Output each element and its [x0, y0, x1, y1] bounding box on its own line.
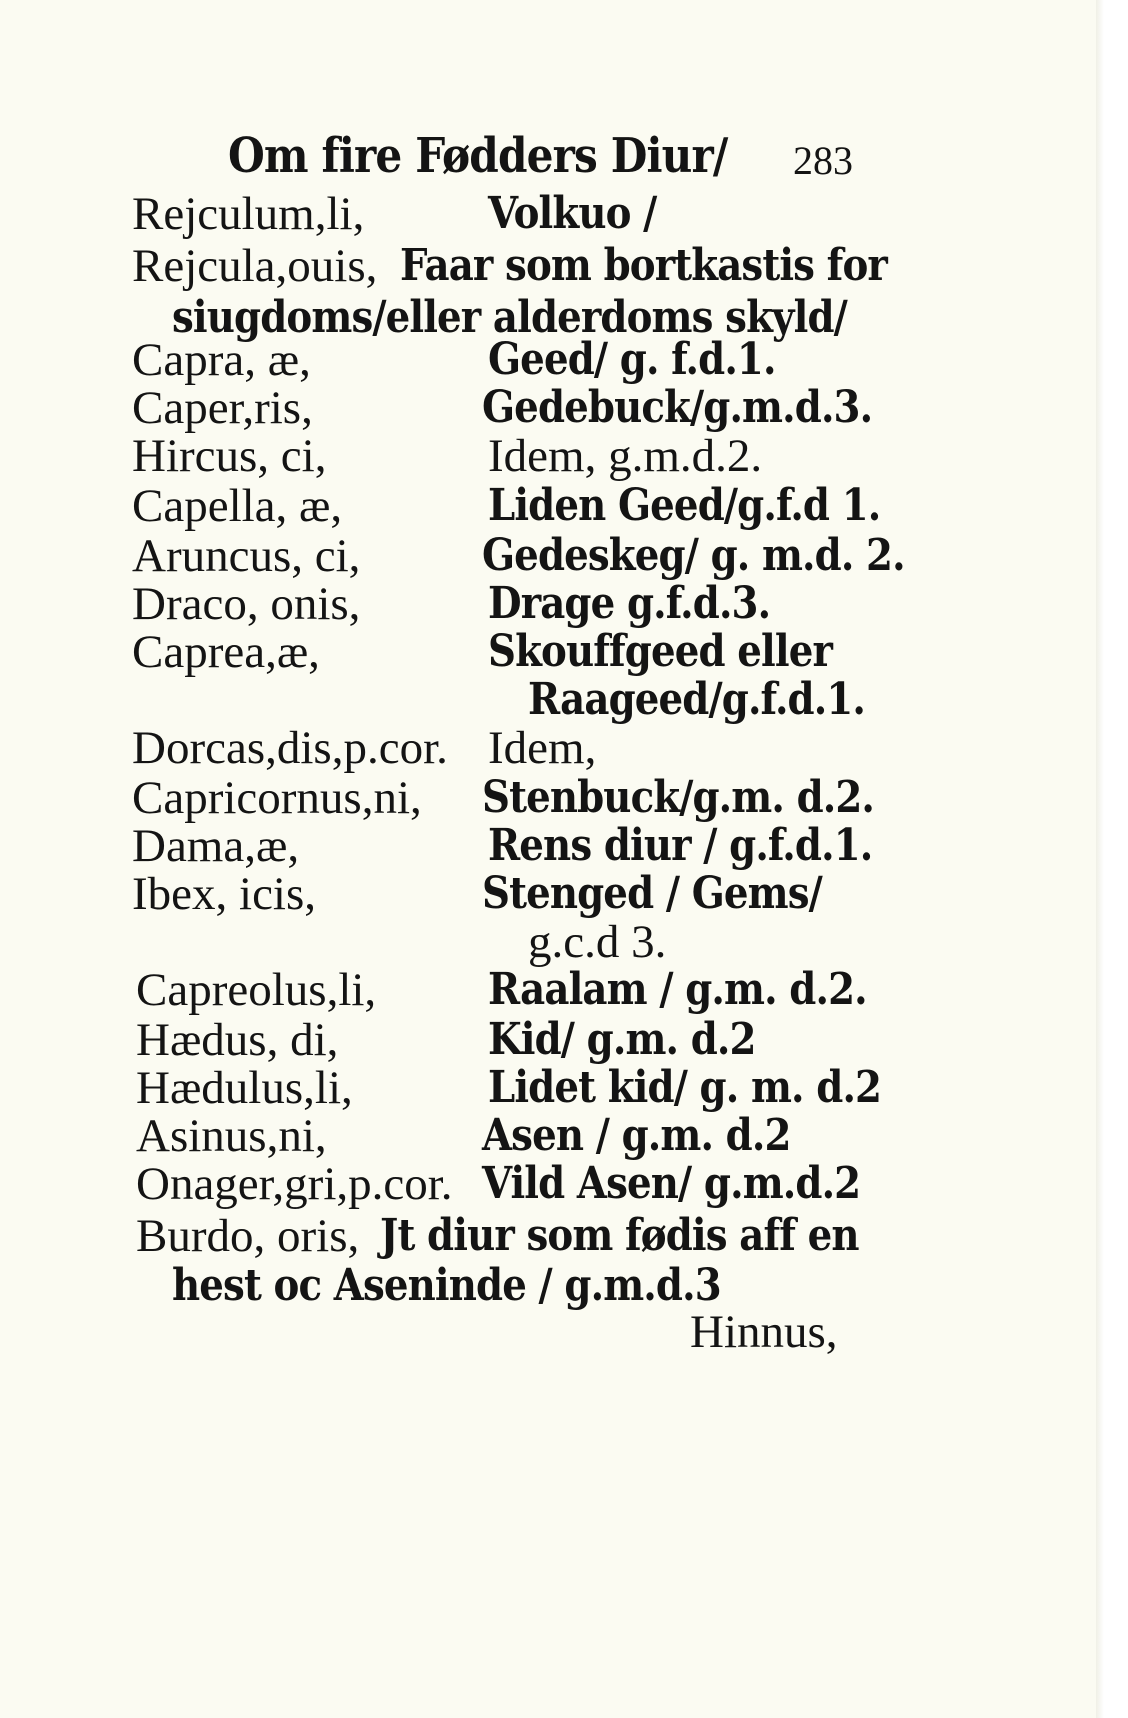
latin-term: Rejcula,ouis, [132, 240, 378, 292]
danish-gloss: Gedeskeg/ g. m.d. 2. [482, 530, 905, 581]
latin-term: Aruncus, ci, [132, 530, 361, 582]
latin-term: Caprea,æ, [132, 626, 320, 678]
danish-gloss: Geed/ g. f.d.1. [488, 334, 776, 385]
latin-term: Caper,ris, [132, 382, 313, 434]
danish-gloss: Jt diur som fødis aff en [380, 1210, 859, 1261]
danish-gloss: Kid/ g.m. d.2 [488, 1014, 756, 1065]
latin-term: Hircus, ci, [132, 430, 327, 482]
latin-term: Rejculum,li, [132, 188, 365, 240]
danish-gloss: Stenbuck/g.m. d.2. [482, 772, 875, 823]
danish-gloss: Gedebuck/g.m.d.3. [482, 382, 873, 433]
danish-gloss: Raalam / g.m. d.2. [488, 964, 867, 1015]
latin-term: Capra, æ, [132, 334, 311, 386]
danish-gloss-continuation: hest oc Aseninde / g.m.d.3 [172, 1260, 721, 1311]
danish-gloss-continuation: Raageed/g.f.d.1. [528, 674, 866, 725]
danish-gloss: Idem, g.m.d.2. [488, 430, 763, 482]
danish-gloss: Drage g.f.d.3. [488, 578, 771, 629]
running-head: Om fire Fødders Diur/ [228, 128, 728, 184]
page-number: 283 [793, 138, 853, 183]
danish-gloss: Volkuo / [488, 188, 657, 239]
danish-gloss: Idem, [488, 722, 597, 774]
danish-gloss: Rens diur / g.f.d.1. [488, 820, 873, 871]
danish-gloss: Liden Geed/g.f.d 1. [488, 480, 881, 531]
danish-gloss: Asen / g.m. d.2 [482, 1110, 791, 1161]
latin-term: Hædulus,li, [136, 1062, 353, 1114]
latin-term: Hædus, di, [136, 1014, 339, 1066]
page-edge [1096, 0, 1104, 1718]
latin-term: Asinus,ni, [136, 1110, 327, 1162]
danish-gloss-continuation: g.c.d 3. [528, 916, 667, 968]
latin-term: Onager,gri,p.cor. [136, 1158, 453, 1210]
danish-gloss-continuation: siugdoms/eller alderdoms skyld/ [172, 292, 847, 343]
latin-term: Capella, æ, [132, 480, 343, 532]
latin-term: Ibex, icis, [132, 868, 317, 920]
latin-term: Draco, onis, [132, 578, 361, 630]
danish-gloss: Skouffgeed eller [488, 626, 832, 677]
danish-gloss: Faar som bortkastis for [400, 240, 887, 291]
danish-gloss: Vild Asen/ g.m.d.2 [482, 1158, 861, 1209]
latin-term: Capreolus,li, [136, 964, 377, 1016]
catchword: Hinnus, [690, 1306, 838, 1358]
latin-term: Dorcas,dis,p.cor. [132, 722, 448, 774]
latin-term: Burdo, oris, [136, 1210, 360, 1262]
latin-term: Dama,æ, [132, 820, 300, 872]
danish-gloss: Lidet kid/ g. m. d.2 [488, 1062, 882, 1113]
latin-term: Capricornus,ni, [132, 772, 422, 824]
danish-gloss: Stenged / Gems/ [482, 868, 822, 919]
